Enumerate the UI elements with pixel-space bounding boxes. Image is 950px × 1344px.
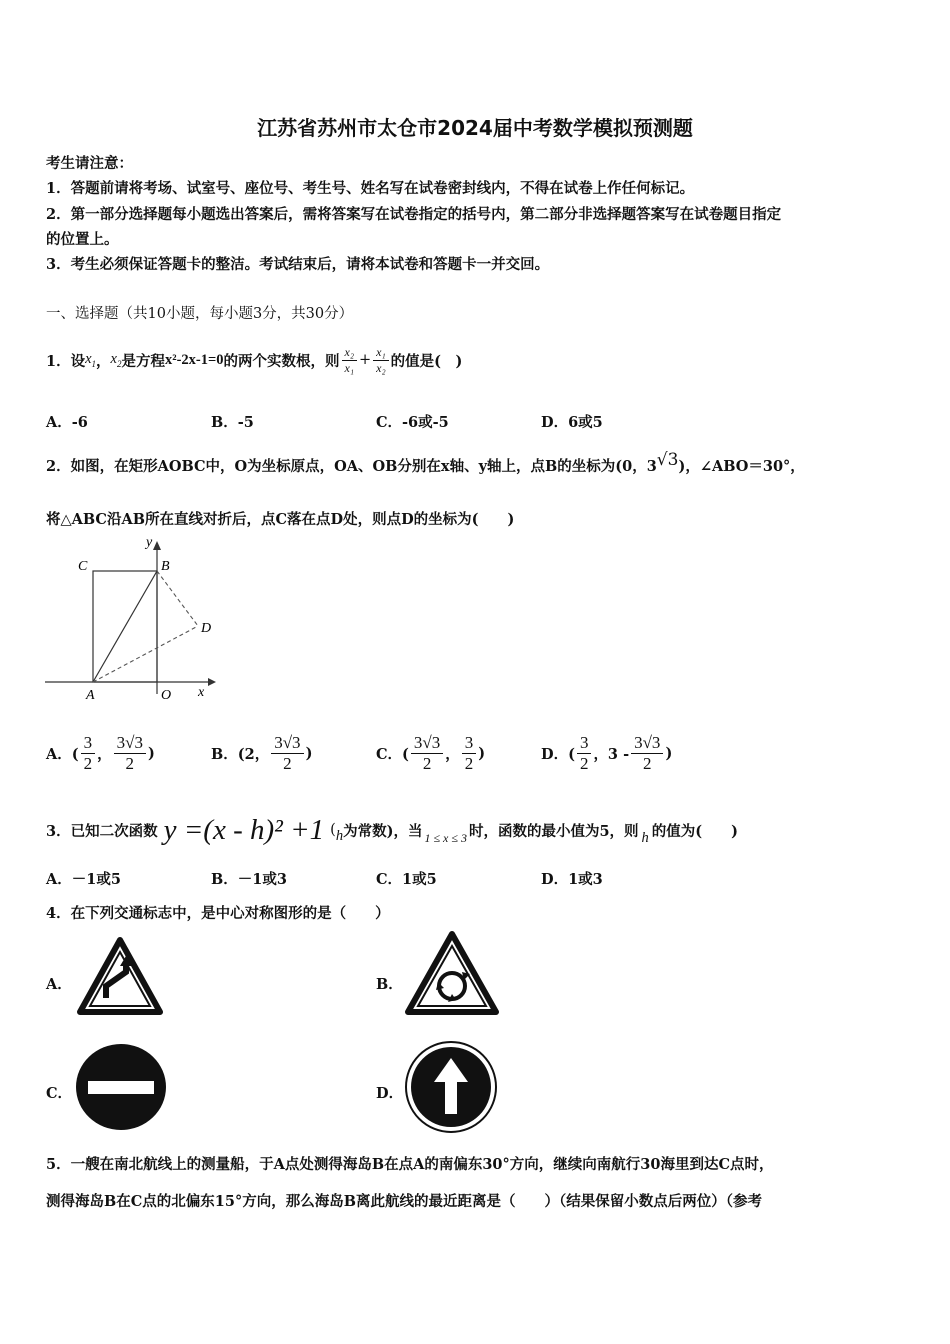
q3-option-c: C．1或5 bbox=[376, 871, 437, 888]
q4-option-a-label: A． bbox=[46, 976, 72, 993]
question-2-line-2: 将△ABC沿AB所在直线对折后，点C落在点D处，则点D的坐标为( ) bbox=[46, 511, 515, 528]
q3-h2: h bbox=[641, 829, 649, 846]
q1-prefix: 1．设 bbox=[46, 352, 86, 370]
q2-figure bbox=[40, 534, 220, 704]
q3-formula: y =(x - h)² +1 bbox=[163, 813, 325, 846]
y-axis-arrow-icon bbox=[153, 541, 161, 550]
q3-option-a: A．－1或5 bbox=[46, 871, 121, 888]
question-2-line-1 bbox=[46, 448, 805, 476]
notice-item-2: 2．第一部分选择题每小题选出答案后，需将答案写在试卷指定的括号内，第二部分非选择题答案写在试卷题目指定 bbox=[46, 206, 782, 223]
label-b: B bbox=[161, 559, 170, 574]
q3-mid1: 为常数)，当 bbox=[343, 822, 423, 840]
q2-option-b: B．(2， $\frac{3√3}{2}$ ) bbox=[211, 732, 313, 773]
q1-option-b: B．-5 bbox=[211, 414, 254, 431]
question-4-stem: 4．在下列交通标志中，是中心对称图形的是（ ） bbox=[46, 905, 390, 922]
label-c: C bbox=[78, 559, 88, 574]
q3-option-d: D．1或3 bbox=[541, 871, 603, 888]
segment-bd bbox=[157, 571, 198, 626]
q3-range: 1 ≤ x ≤ 3 bbox=[424, 830, 467, 845]
q1-option-c: C．-6或-5 bbox=[376, 414, 449, 431]
q1-equation: x²-2x-1=0 bbox=[164, 351, 224, 368]
q2-option-c: C．( $\frac{3√3}{2}$ ， $\frac{3}{2}$ ) bbox=[376, 732, 486, 773]
label-x: x bbox=[198, 685, 205, 700]
question-3-stem: 3．已知二次函数 y =(x - h)² +1 ( h 为常数)，当 1 ≤ x ≤ 3 时，函数的最小值为5，则 h 的值为( ) bbox=[46, 813, 739, 846]
notice-item-2-cont: 的位置上。 bbox=[46, 231, 119, 248]
question-5-line-2: 测得海岛B在C点的北偏东15°方向，那么海岛B离此航线的最近距离是（ ）（结果保留小数点后两位）（参考 bbox=[46, 1193, 762, 1210]
q4-option-b-label: B． bbox=[376, 976, 403, 993]
straight-ahead-sign-icon bbox=[404, 1040, 498, 1134]
q3-mid2: 时，函数的最小值为5，则 bbox=[468, 822, 639, 840]
q2-line1-suffix: )，∠ABO＝30°， bbox=[678, 458, 805, 475]
q4-option-c-label: C． bbox=[46, 1085, 73, 1102]
q1-fraction-2: $\frac{\text{x₁}}{\text{x₂}}$ bbox=[373, 345, 389, 376]
notice-item-1: 1．答题前请将考场、试室号、座位号、考生号、姓名写在试卷密封线内，不得在试卷上作任何标记。 bbox=[46, 180, 695, 197]
label-y: y bbox=[146, 535, 153, 550]
q1-comma: ， bbox=[96, 352, 111, 370]
q1-x1: $x_1$ bbox=[85, 351, 97, 369]
q1-suffix: 的值是( ) bbox=[390, 352, 463, 370]
q3-h1: h bbox=[335, 827, 344, 844]
page-title: 江苏省苏州市太仓市2024届中考数学模拟预测题 bbox=[257, 116, 693, 140]
q1-fraction-1: $\frac{\text{x₂}}{\text{x₁}}$ bbox=[342, 345, 358, 376]
q2-line1-prefix: 2．如图，在矩形AOBC中，O为坐标原点，OA、OB分别在x轴、y轴上，点B的坐标为(0，3 bbox=[46, 458, 657, 475]
q4-option-d-label: D． bbox=[376, 1085, 404, 1102]
notice-item-3: 3．考生必须保证答题卡的整洁。考试结束后，请将本试卷和答题卡一并交回。 bbox=[46, 256, 550, 273]
label-a: A bbox=[86, 688, 95, 703]
q1-x2: $x_2$ bbox=[110, 351, 122, 369]
section-heading: 一、选择题（共10小题，每小题3分，共30分） bbox=[46, 306, 354, 322]
q2-sqrt3: √3 bbox=[656, 450, 679, 470]
x-axis-arrow-icon bbox=[208, 678, 216, 686]
winding-road-sign-icon bbox=[76, 936, 164, 1016]
q3-suffix: 的值为( ) bbox=[651, 822, 739, 840]
notice-heading: 考生请注意： bbox=[46, 155, 133, 172]
q3-option-b: B．－1或3 bbox=[211, 871, 287, 888]
q1-option-a: A．-6 bbox=[46, 414, 88, 431]
q1-option-d: D．6或5 bbox=[541, 414, 603, 431]
q1-middle: 是方程 bbox=[121, 352, 165, 370]
q2-option-a: A．( $\frac{3}{2}$ ， $\frac{3√3}{2}$ ) bbox=[46, 732, 155, 773]
question-1-stem bbox=[46, 335, 462, 385]
roundabout-sign-icon bbox=[404, 930, 500, 1016]
label-d: D bbox=[201, 621, 212, 636]
q1-middle2: 的两个实数根，则 bbox=[223, 352, 340, 370]
q2-option-d: D．( $\frac{3}{2}$ ，3 - $\frac{3√3}{2}$ ) bbox=[541, 732, 673, 773]
q3-prefix: 3．已知二次函数 bbox=[46, 822, 158, 840]
no-entry-sign-icon bbox=[74, 1042, 168, 1132]
label-o: O bbox=[161, 688, 172, 703]
question-5-line-1: 5．一艘在南北航线上的测量船，于A点处测得海岛B在点A的南偏东30°方向，继续向南航行30海里到达C点时， bbox=[46, 1156, 774, 1173]
q1-plus: + bbox=[359, 352, 372, 368]
